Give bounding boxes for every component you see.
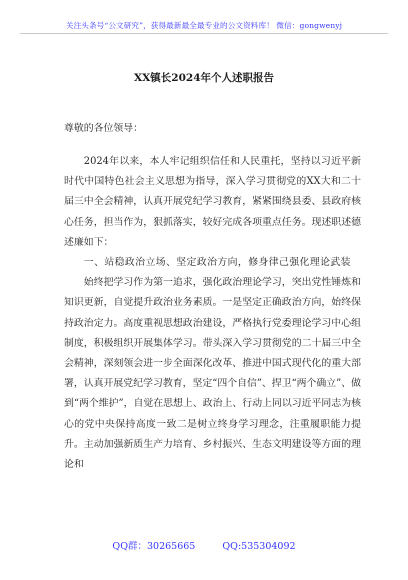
header-banner: 关注头条号“公文研究”，获得最新最全最专业的公文资料库！ 微信：gongwenyj xyxy=(65,21,343,30)
document-body xyxy=(64,152,361,475)
footer-qq-group: QQ群：30265665 xyxy=(112,541,196,552)
paragraph-intro: 2024年以来，本人牢记组织信任和人民重托，坚持以习近平新时代中国特色社会主义思想为指导，深入学习贯彻党的XX大和二十届三中全会精神，认真开展党纪学习教育，紧紧围绕县委、县政府核心任务，担当作为，狠抓落实，较好完成各项重点任务。现述职述德述廉如下： xyxy=(64,156,361,248)
section-heading-1: 一、站稳政治立场、坚定政治方向，修身律己强化理论武装 xyxy=(83,257,351,269)
footer-contact xyxy=(0,538,408,552)
salutation: 尊敬的各位领导： xyxy=(64,123,144,134)
paragraph-section-1: 始终把学习作为第一追求，强化政治理论学习，突出党性锤炼和知识更新，自觉提升政治业务素质。一是坚定正确政治方向，始终保持政治定力。高度重视思想政治建设，严格执行党委理论学习中心组制度，积极组织开展集体学习。带头深入学习贯彻党的二十届三中全会精神，深刻领会进一步全面深化改革、推进中国式现代化的重大部署，认真开展党纪学习教育，坚定“四个自信”、捍卫“两个确立”、做到“两个维护”，自觉在思想上、政治上、行动上同以习近平同志为核心的党中央保持高度一致二是树立终身学习理念，注重履职能力提升。主动加强新质生产力培育、乡村振兴、生态文明建设等方面的理论和 xyxy=(64,277,361,471)
header-divider xyxy=(20,33,388,34)
footer-qq-number: QQ:535304092 xyxy=(222,541,296,552)
document-title: XX镇长2024年个人述职报告 xyxy=(133,72,275,84)
